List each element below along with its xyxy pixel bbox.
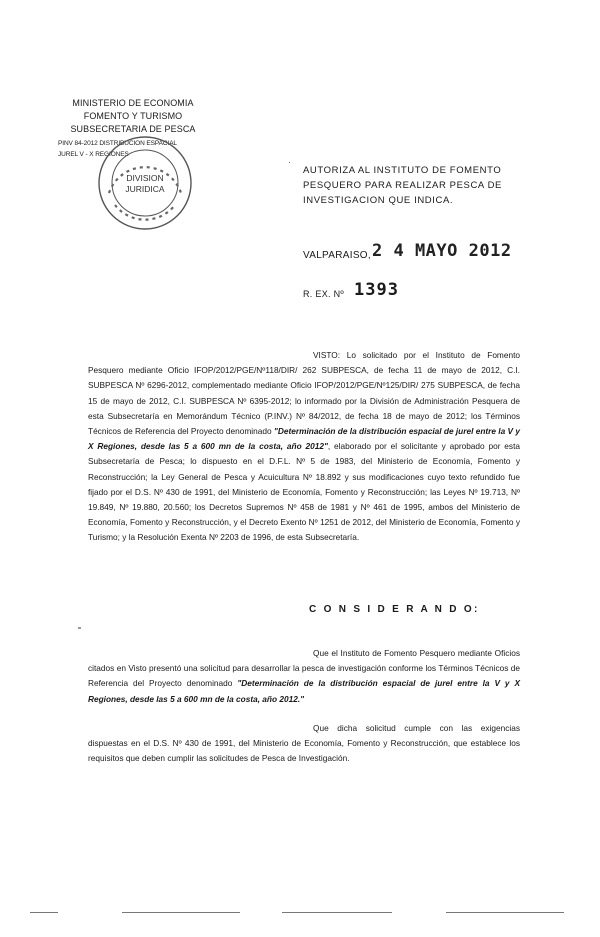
resolution-subject: AUTORIZA AL INSTITUTO DE FOMENTO PESQUERO PARA REALIZAR PESCA DE INVESTIGACION QUE INDICA. (303, 165, 502, 206)
ministry-header (58, 97, 208, 136)
margin-mark: · (288, 158, 291, 167)
considerando-paragraph-2: Que dicha solicitud cumple con las exigencias dispuestas en el D.S. Nº 430 de 1991, del Ministerio de Economía, Fomento y Reconstrucción, que establece los requisitos que deben cumplir las solicitudes de Pesca de Investigación. (88, 723, 520, 764)
footer-rule-2 (122, 912, 240, 913)
ministry-line-2: FOMENTO Y TURISMO (83, 111, 183, 121)
ministry-line-1: MINISTERIO DE ECONOMIA (72, 98, 194, 108)
place-label: VALPARAISO, (303, 250, 371, 261)
visto-paragraph (88, 348, 520, 546)
resolution-number-label: R. EX. Nº (303, 289, 344, 299)
division-juridica-stamp (95, 133, 195, 233)
footer-rule-3 (282, 912, 392, 913)
visto-text-2: , elaborado por el solicitante y aprobado por esta Subsecretaría de Pesca; lo dispuesto en el D.F.L. Nº 5 de 1983, del Ministerio de Economía, Fomento y Reconstrucción; la Ley General de Pesca y Acuicultura Nº 18.892 y sus modificaciones cuyo texto refundido fue fijado por el D.S. Nº 430 de 1991, del Ministerio de Economía, Fomento y Reconstrucción; las Leyes Nº 19.713, Nº 19.849, Nº 19.880, 20.560; los Decretos Supremos Nº 458 de 1981 y Nº 461 de 1995, ambos del Ministerio de Economía, Fomento y Reconstrucción, y el Decreto Exento Nº 1251 de 2012, del Ministerio de Economía, Fomento y Turismo; y la Resolución Exenta Nº 2203 de 1996, de esta Subsecretaría. (88, 441, 520, 543)
reference-line-2: JUREL V - X REGIONES (58, 151, 129, 158)
visto-text-1: VISTO: Lo solicitado por el Instituto de Fomento Pesquero mediante Oficio IFOP/2012/PGE/Nº118/DIR/ 262 SUBPESCA, de fecha 11 de mayo de 2012, C.I. SUBPESCA Nº 6296-2012, complementado mediante Oficio IFOP/2012/PGE/Nº125/DIR/ 275 SUBPESCA, de fecha 15 de mayo de 2012, C.I. SUBPESCA Nº 6395-2012; lo informado por la División de Administración Pesquera de esta Subsecretaría en Memorándum Técnico (P.INV.) Nº 84/2012, de fecha 18 de mayo de 2012; los Términos Técnicos de Referencia del Proyecto denominado (88, 350, 520, 437)
stamp-inner-ring (112, 150, 178, 216)
visto-project-title: "Determinación de la distribución espacial de jurel entre la V y X Regiones, desde las 5 a 600 mn de la costa, año 2012" (88, 426, 520, 452)
considerando-heading: C O N S I D E R A N D O: (309, 604, 480, 615)
reference-line-1: PINV 84-2012 DISTRIBUCION ESPACIAL (58, 140, 177, 147)
footer-rule-1 (30, 912, 58, 913)
margin-tick (78, 627, 81, 629)
footer-rule-4 (446, 912, 564, 913)
stamp-outer-ring (99, 137, 191, 229)
stamp-text-juridica: JURIDICA (125, 184, 165, 194)
considerando-1-text: Que el Instituto de Fomento Pesquero mediante Oficios citados en Visto presentó una solicitud para desarrollar la pesca de investigación conforme los Términos Técnicos de Referencia del Proyecto denominado (88, 648, 520, 689)
ministry-line-3: SUBSECRETARIA DE PESCA (70, 124, 196, 134)
resolution-number: 1393 (354, 280, 399, 300)
date-stamp: 2 4 MAYO 2012 (372, 241, 512, 261)
considerando-1-project-title: "Determinación de la distribución espacial de jurel entre la V y X Regiones, desde las 5 a 600 mn de la costa, año 2012." (88, 678, 520, 704)
considerando-paragraph-1 (88, 646, 520, 707)
stamp-text-division: DIVISION (126, 173, 164, 183)
